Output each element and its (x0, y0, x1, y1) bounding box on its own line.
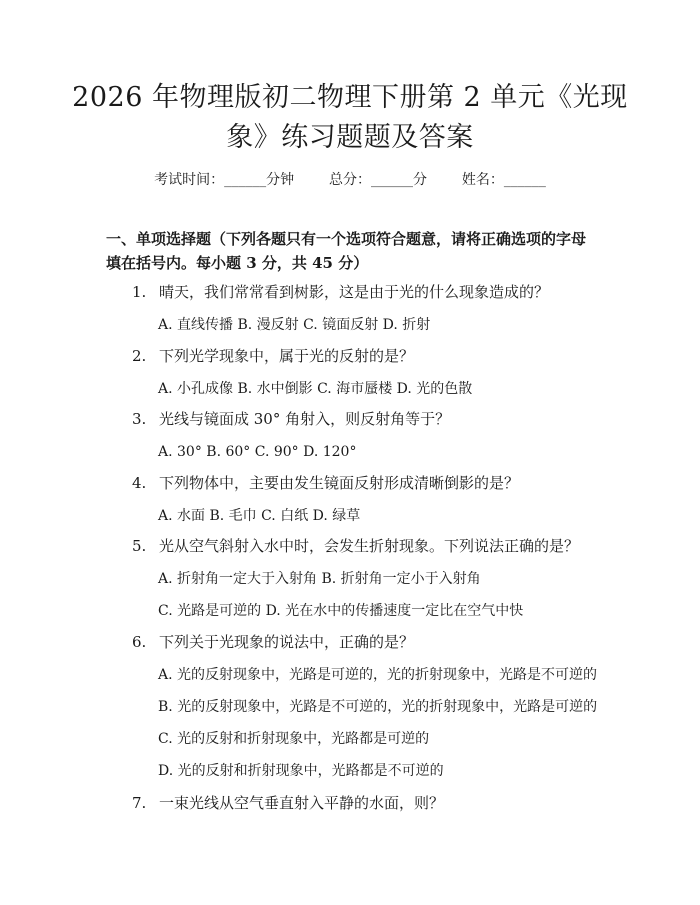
question-5-option-row-2: C. 光路是可逆的 D. 光在水中的传播速度一定比在空气中快 (158, 603, 524, 619)
question-text: 一束光线从空气垂直射入平静的水面，则？ (159, 794, 445, 812)
question-2-options: A. 小孔成像 B. 水中倒影 C. 海市蜃楼 D. 光的色散 (158, 381, 473, 397)
question-number: 7. (132, 794, 147, 812)
question-number: 5. (132, 537, 147, 555)
question-number: 6. (132, 633, 147, 651)
question-6-option-d: D. 光的反射和折射现象中，光路都是不可逆的 (158, 763, 444, 779)
section-heading: 一、单项选择题（下列各题只有一个选项符合题意，请将正确选项的字母填在括号内。每小题 3 分，共 45 分） (106, 230, 587, 272)
question-text: 下列物体中，主要由发生镜面反射形成清晰倒影的是？ (159, 474, 520, 492)
exam-meta (0, 169, 700, 189)
page-title (60, 78, 640, 158)
title-line-2: 象》练习题题及答案 (226, 122, 474, 153)
title-line-1: 2026 年物理版初二物理下册第 2 单元《光现 (72, 82, 628, 113)
student-name: 姓名：______ (461, 172, 546, 188)
question-text: 晴天，我们常常看到树影，这是由于光的什么现象造成的？ (159, 283, 550, 301)
question-6 (132, 632, 414, 652)
question-4-options: A. 水面 B. 毛巾 C. 白纸 D. 绿草 (158, 508, 361, 524)
question-text: 光线与镜面成 30° 角射入，则反射角等于？ (159, 410, 451, 428)
question-6-option-b: B. 光的反射现象中，光路是不可逆的，光的折射现象中，光路是可逆的 (158, 699, 598, 715)
question-number: 2. (132, 347, 147, 365)
question-text: 光从空气斜射入水中时，会发生折射现象。下列说法正确的是？ (159, 537, 580, 555)
exam-time: 考试时间：______分钟 (154, 172, 295, 188)
question-number: 4. (132, 474, 147, 492)
question-6-option-a: A. 光的反射现象中，光路是可逆的，光的折射现象中，光路是不可逆的 (158, 667, 598, 683)
question-3-options: A. 30° B. 60° C. 90° D. 120° (158, 444, 357, 460)
question-text: 下列光学现象中，属于光的反射的是？ (159, 347, 415, 365)
question-2 (132, 346, 414, 366)
question-6-option-c: C. 光的反射和折射现象中，光路都是可逆的 (158, 731, 430, 747)
question-7 (132, 793, 444, 813)
question-1-options: A. 直线传播 B. 漫反射 C. 镜面反射 D. 折射 (158, 317, 431, 333)
question-number: 3. (132, 410, 147, 428)
question-text: 下列关于光现象的说法中，正确的是？ (159, 633, 415, 651)
question-number: 1. (132, 283, 147, 301)
question-4 (132, 473, 519, 493)
question-5 (132, 536, 579, 556)
question-1 (132, 282, 549, 302)
exam-total-score: 总分：______分 (329, 172, 427, 188)
question-3 (132, 409, 450, 429)
question-5-option-row-1: A. 折射角一定大于入射角 B. 折射角一定小于入射角 (158, 571, 481, 587)
